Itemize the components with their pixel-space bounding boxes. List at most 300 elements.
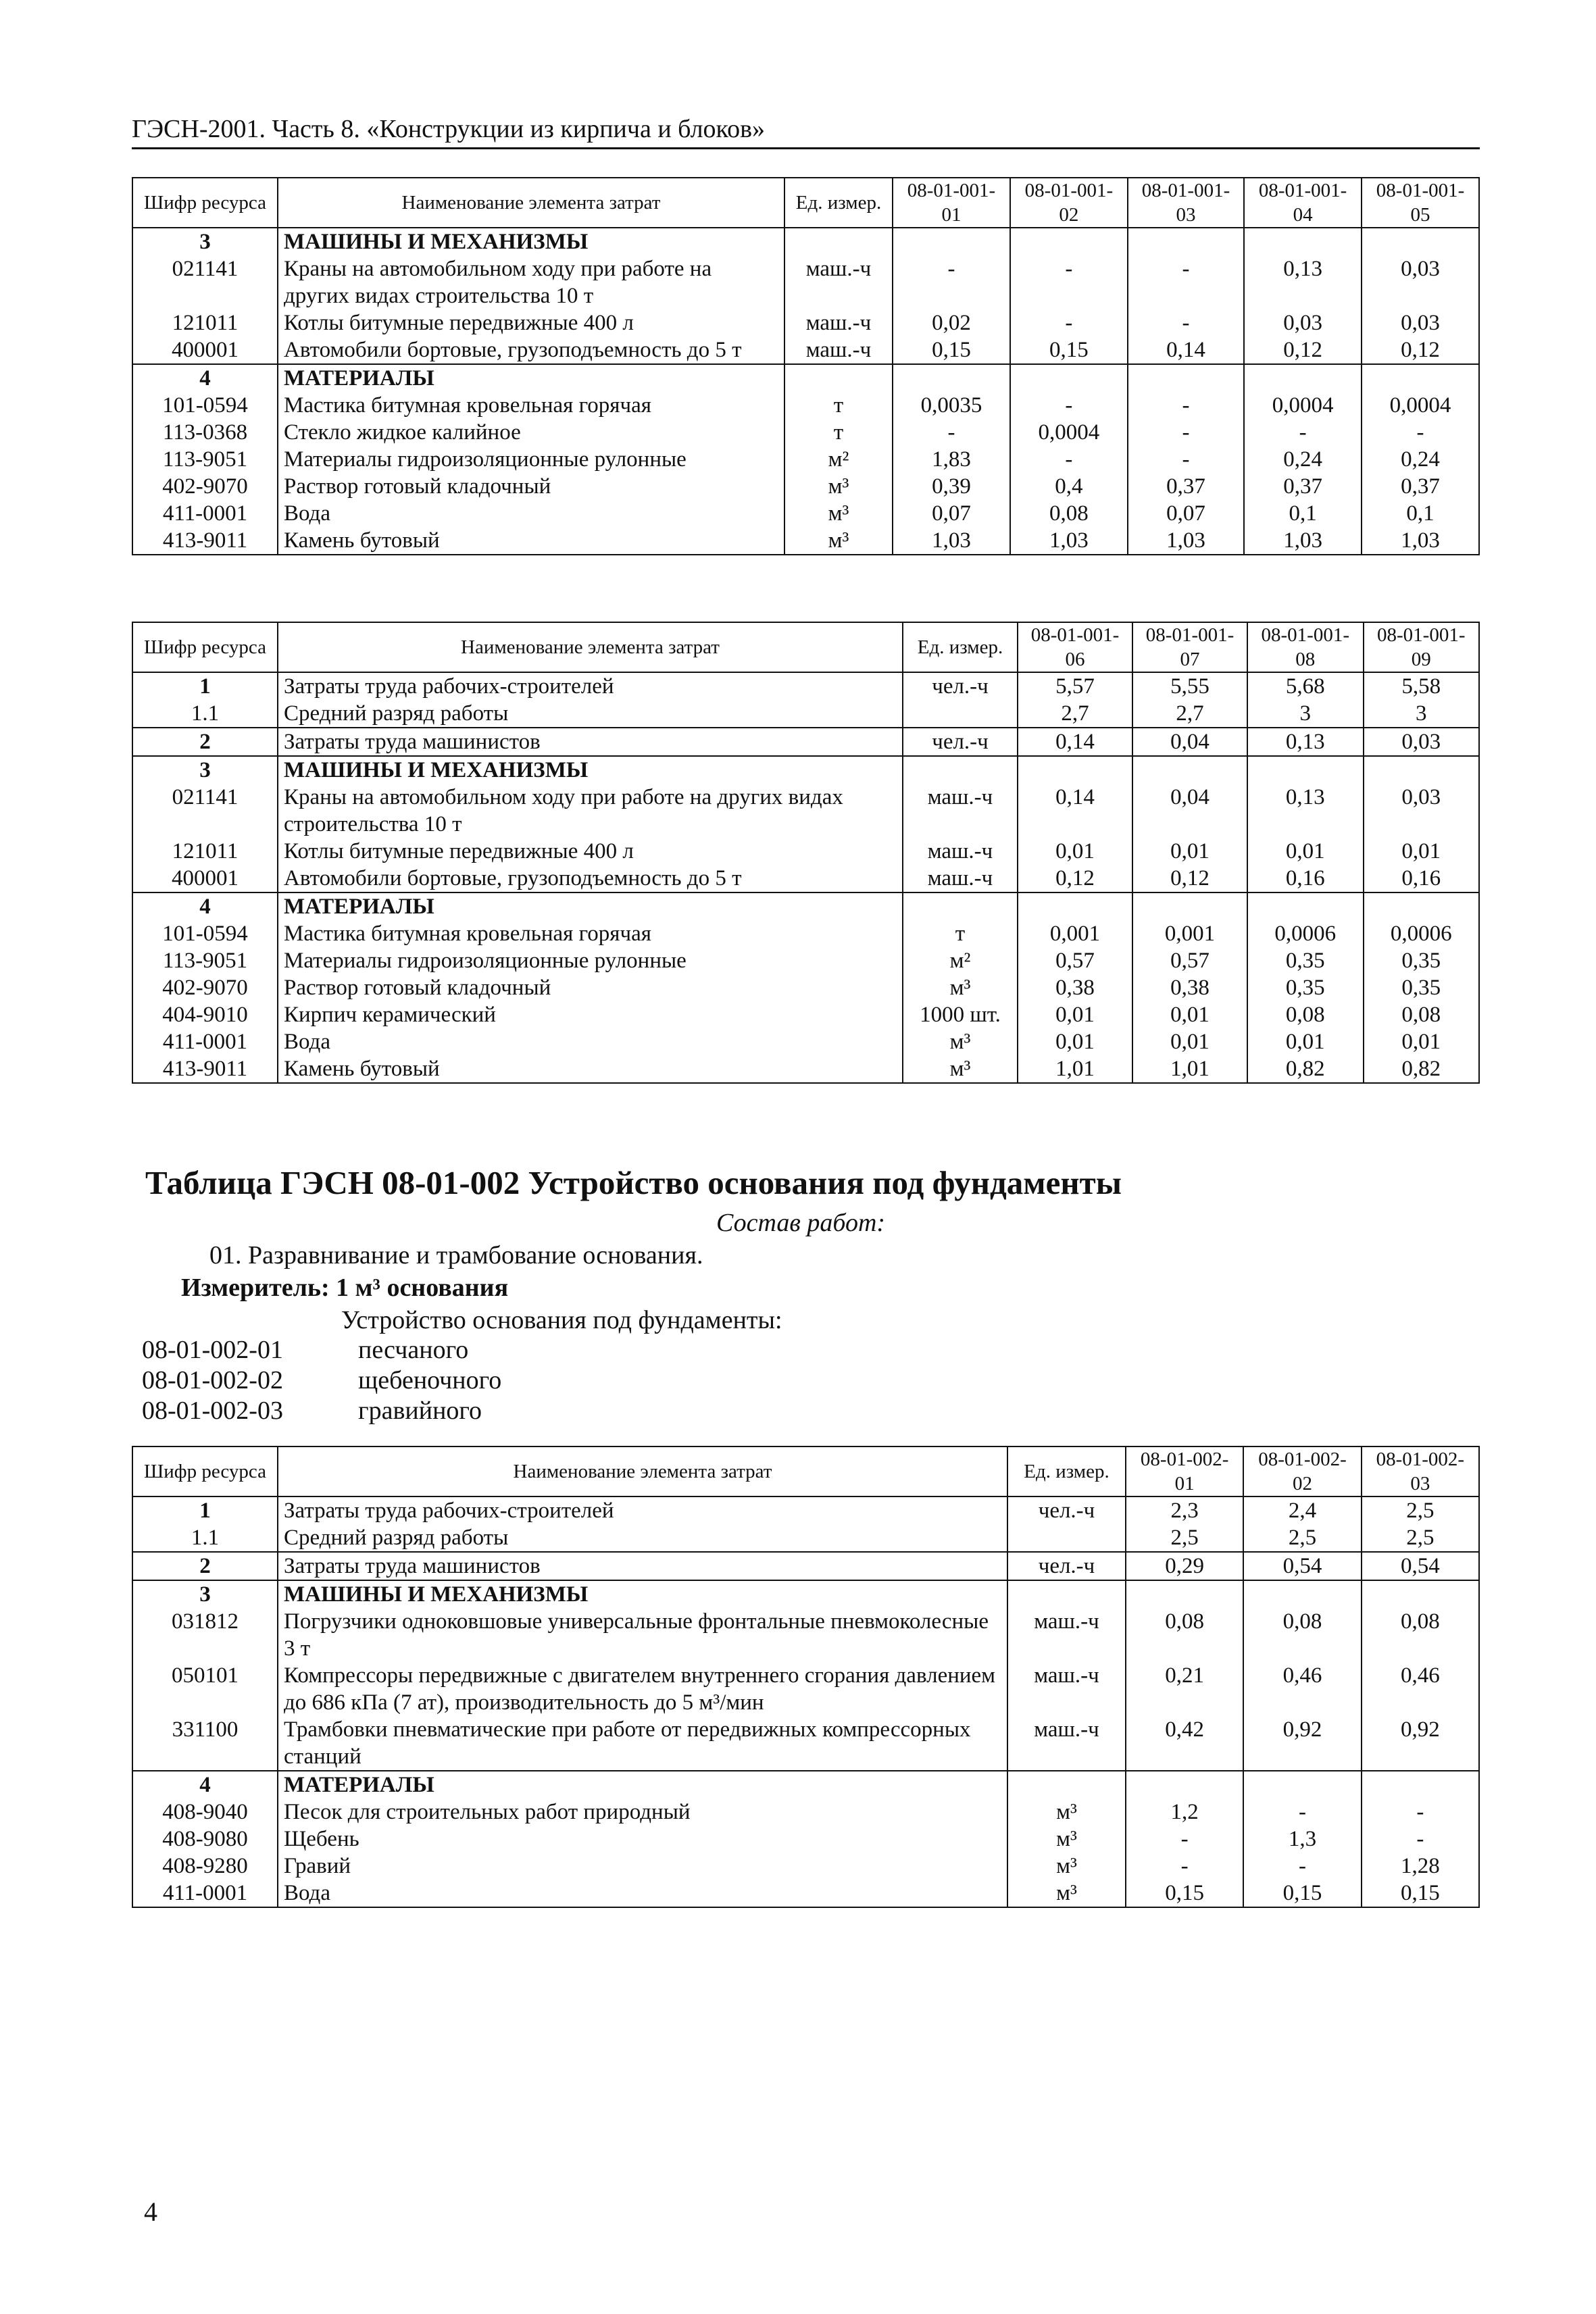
- norm-value: 0,01: [1018, 1028, 1132, 1055]
- norm-value: [1010, 364, 1128, 392]
- resource-name: Вода: [278, 1028, 903, 1055]
- table-row: [132, 1853, 1479, 1880]
- variant-code: 08-01-002-01: [142, 1336, 283, 1364]
- resource-unit: [1007, 1771, 1126, 1799]
- resource-name: Трамбовки пневматические при работе от передвижных компрессорных станций: [278, 1716, 1007, 1771]
- norm-value: 0,24: [1244, 446, 1362, 473]
- norm-value: 0,29: [1126, 1552, 1243, 1580]
- section-title: МАТЕРИАЛЫ: [278, 1771, 1007, 1799]
- norm-value: 0,13: [1244, 255, 1362, 309]
- header-unit: Ед. измер.: [903, 622, 1018, 672]
- norm-value: 0,12: [1362, 336, 1479, 364]
- resource-table-08-01-001-01-05: [132, 177, 1480, 555]
- norm-value: [1126, 1771, 1243, 1799]
- header-norm-code: 08-01-001-07: [1132, 622, 1247, 672]
- norm-value: [1244, 228, 1362, 255]
- resource-name: Автомобили бортовые, грузоподъемность до 5 т: [278, 865, 903, 892]
- resource-unit: м³: [1007, 1826, 1126, 1853]
- norm-value: -: [1243, 1853, 1361, 1880]
- resource-name: Кирпич керамический: [278, 1001, 903, 1028]
- resource-name: Автомобили бортовые, грузоподъемность до 5 т: [278, 336, 784, 364]
- resource-unit: маш.-ч: [784, 336, 893, 364]
- norm-value: 0,15: [1010, 336, 1128, 364]
- norm-value: [1247, 756, 1363, 784]
- variant-name: щебеночного: [358, 1366, 502, 1394]
- norm-value: -: [1010, 309, 1128, 336]
- resource-code: 4: [132, 892, 278, 920]
- header-norm-code: 08-01-001-04: [1244, 178, 1362, 228]
- norm-value: 0,35: [1364, 947, 1480, 974]
- norm-value: [1018, 892, 1132, 920]
- norm-value: 0,04: [1132, 784, 1247, 838]
- table-row: [132, 1608, 1479, 1662]
- norm-value: 0,1: [1244, 500, 1362, 527]
- table-row: [132, 527, 1479, 555]
- norm-value: 0,01: [1018, 838, 1132, 865]
- section-title: МАШИНЫ И МЕХАНИЗМЫ: [278, 228, 784, 255]
- page-number: 4: [144, 2196, 157, 2227]
- norm-value: 1,03: [1128, 527, 1244, 555]
- norm-value: [1364, 892, 1480, 920]
- norm-value: 0,14: [1018, 784, 1132, 838]
- norm-value: 0,02: [893, 309, 1010, 336]
- table-row: [132, 392, 1479, 419]
- variant-name: песчаного: [358, 1336, 469, 1364]
- norm-value: [1128, 228, 1244, 255]
- norm-value: 0,01: [1247, 838, 1363, 865]
- resource-code: 402-9070: [132, 974, 278, 1001]
- resource-unit: 1000 шт.: [903, 1001, 1018, 1028]
- norm-value: 0,12: [1244, 336, 1362, 364]
- table-row: [132, 500, 1479, 527]
- resource-code: 411-0001: [132, 500, 278, 527]
- header-norm-code: 08-01-001-09: [1364, 622, 1480, 672]
- norm-value: 0,39: [893, 473, 1010, 500]
- norm-value: 0,07: [1128, 500, 1244, 527]
- norm-value: 0,82: [1364, 1055, 1480, 1083]
- norm-value: 0,4: [1010, 473, 1128, 500]
- resource-unit: м³: [784, 500, 893, 527]
- norm-value: 0,03: [1362, 255, 1479, 309]
- norm-value: 0,03: [1364, 728, 1480, 756]
- resource-name: Котлы битумные передвижные 400 л: [278, 309, 784, 336]
- norm-value: 0,1: [1362, 500, 1479, 527]
- variant-name: гравийного: [358, 1397, 482, 1425]
- resource-code: 3: [132, 756, 278, 784]
- resource-unit: м³: [784, 473, 893, 500]
- norm-value: 0,14: [1018, 728, 1132, 756]
- norm-value: 1,01: [1132, 1055, 1247, 1083]
- table-row: [132, 1055, 1479, 1083]
- variants-title: Устройство основания под фундаменты:: [341, 1306, 782, 1334]
- table-row: [132, 1826, 1479, 1853]
- resource-unit: маш.-ч: [903, 784, 1018, 838]
- resource-unit: м³: [784, 527, 893, 555]
- table-row: [132, 1496, 1479, 1524]
- norm-value: 1,28: [1362, 1853, 1479, 1880]
- norm-value: 5,68: [1247, 672, 1363, 700]
- norm-value: 1,83: [893, 446, 1010, 473]
- norm-value: 0,24: [1362, 446, 1479, 473]
- table-row: [132, 838, 1479, 865]
- norm-value: 2,5: [1362, 1524, 1479, 1552]
- norm-value: 2,5: [1243, 1524, 1361, 1552]
- resource-name: Затраты труда машинистов: [278, 1552, 1007, 1580]
- norm-value: 2,7: [1018, 700, 1132, 728]
- section-row: [132, 756, 1479, 784]
- section-row: [132, 1771, 1479, 1799]
- norm-value: 0,0006: [1364, 920, 1480, 947]
- table-header-row: [132, 1447, 1479, 1496]
- resource-name: Материалы гидроизоляционные рулонные: [278, 947, 903, 974]
- norm-value: 0,03: [1362, 309, 1479, 336]
- norm-value: 2,5: [1126, 1524, 1243, 1552]
- resource-table-08-01-002: [132, 1446, 1480, 1908]
- section-title: МАТЕРИАЛЫ: [278, 364, 784, 392]
- norm-value: 3: [1247, 700, 1363, 728]
- norm-value: [893, 364, 1010, 392]
- norm-value: -: [893, 419, 1010, 446]
- section-row: [132, 228, 1479, 255]
- norm-value: -: [1010, 392, 1128, 419]
- norm-value: 0,001: [1132, 920, 1247, 947]
- resource-code: 408-9080: [132, 1826, 278, 1853]
- resource-table-08-01-001-06-09: [132, 622, 1480, 1084]
- norm-value: 0,08: [1010, 500, 1128, 527]
- norm-value: -: [1244, 419, 1362, 446]
- norm-value: 0,92: [1362, 1716, 1479, 1771]
- norm-value: 0,08: [1126, 1608, 1243, 1662]
- variant-code: 08-01-002-03: [142, 1397, 283, 1425]
- table-row: [132, 672, 1479, 700]
- resource-name: Средний разряд работы: [278, 1524, 1007, 1552]
- norm-value: 0,38: [1018, 974, 1132, 1001]
- norm-value: 0,12: [1132, 865, 1247, 892]
- resource-name: Средний разряд работы: [278, 700, 903, 728]
- header-norm-code: 08-01-001-05: [1362, 178, 1479, 228]
- norm-value: 5,57: [1018, 672, 1132, 700]
- norm-value: [1362, 228, 1479, 255]
- norm-value: 0,13: [1247, 784, 1363, 838]
- norm-value: -: [1128, 255, 1244, 309]
- norm-value: 0,46: [1362, 1662, 1479, 1716]
- resource-unit: [903, 756, 1018, 784]
- norm-value: [1362, 364, 1479, 392]
- resource-name: Гравий: [278, 1853, 1007, 1880]
- resource-code: 400001: [132, 865, 278, 892]
- norm-value: [1362, 1580, 1479, 1608]
- norm-value: 0,08: [1243, 1608, 1361, 1662]
- norm-value: 0,35: [1364, 974, 1480, 1001]
- resource-name: Песок для строительных работ природный: [278, 1799, 1007, 1826]
- table-caption: Таблица ГЭСН 08-01-002 Устройство основания под фундаменты: [145, 1164, 1122, 1201]
- norm-value: 0,08: [1364, 1001, 1480, 1028]
- norm-value: 2,4: [1243, 1496, 1361, 1524]
- resource-unit: маш.-ч: [1007, 1662, 1126, 1716]
- table-row: [132, 784, 1479, 838]
- norm-value: 2,5: [1362, 1496, 1479, 1524]
- work-composition-label: Состав работ:: [716, 1209, 886, 1237]
- resource-unit: т: [784, 419, 893, 446]
- norm-value: 0,42: [1126, 1716, 1243, 1771]
- header-norm-code: 08-01-001-01: [893, 178, 1010, 228]
- norm-value: 5,55: [1132, 672, 1247, 700]
- resource-code: 3: [132, 228, 278, 255]
- norm-value: 5,58: [1364, 672, 1480, 700]
- norm-value: 0,01: [1018, 1001, 1132, 1028]
- resource-unit: м³: [903, 1055, 1018, 1083]
- resource-name: Раствор готовый кладочный: [278, 974, 903, 1001]
- norm-value: [1243, 1580, 1361, 1608]
- norm-value: 3: [1364, 700, 1480, 728]
- norm-value: 0,13: [1247, 728, 1363, 756]
- resource-unit: маш.-ч: [1007, 1716, 1126, 1771]
- header-norm-code: 08-01-001-06: [1018, 622, 1132, 672]
- resource-name: Вода: [278, 1880, 1007, 1907]
- resource-unit: м³: [903, 974, 1018, 1001]
- norm-value: [1010, 228, 1128, 255]
- resource-code: 1: [132, 672, 278, 700]
- section-row: [132, 892, 1479, 920]
- norm-value: 1,03: [1362, 527, 1479, 555]
- table-row: [132, 728, 1479, 756]
- norm-value: 1,2: [1126, 1799, 1243, 1826]
- norm-value: 0,04: [1132, 728, 1247, 756]
- resource-unit: м³: [1007, 1853, 1126, 1880]
- section-row: [132, 364, 1479, 392]
- variants-list: [142, 1335, 501, 1426]
- resource-code: 2: [132, 1552, 278, 1580]
- resource-unit: м²: [903, 947, 1018, 974]
- norm-value: -: [1126, 1826, 1243, 1853]
- table-row: [132, 1001, 1479, 1028]
- resource-code: 021141: [132, 255, 278, 309]
- resource-unit: маш.-ч: [784, 309, 893, 336]
- norm-value: [1132, 892, 1247, 920]
- resource-name: Затраты труда машинистов: [278, 728, 903, 756]
- norm-value: 1,03: [893, 527, 1010, 555]
- norm-value: 0,16: [1247, 865, 1363, 892]
- header-norm-code: 08-01-001-03: [1128, 178, 1244, 228]
- resource-code: 1: [132, 1496, 278, 1524]
- norm-value: 0,08: [1247, 1001, 1363, 1028]
- norm-value: -: [1128, 419, 1244, 446]
- resource-code: 408-9280: [132, 1853, 278, 1880]
- header-name: Наименование элемента затрат: [278, 1447, 1007, 1496]
- norm-value: 0,37: [1128, 473, 1244, 500]
- resource-name: Раствор готовый кладочный: [278, 473, 784, 500]
- resource-unit: м²: [784, 446, 893, 473]
- norm-value: 0,82: [1247, 1055, 1363, 1083]
- table-row: [132, 865, 1479, 892]
- resource-unit: чел.-ч: [1007, 1496, 1126, 1524]
- page-header: ГЭСН-2001. Часть 8. «Конструкции из кирпича и блоков»: [132, 114, 1480, 149]
- table-row: [132, 446, 1479, 473]
- table-row: [132, 1552, 1479, 1580]
- norm-value: 0,12: [1018, 865, 1132, 892]
- header-code: Шифр ресурса: [132, 622, 278, 672]
- header-code: Шифр ресурса: [132, 1447, 278, 1496]
- norm-value: 0,37: [1362, 473, 1479, 500]
- norm-value: 0,15: [893, 336, 1010, 364]
- resource-name: Стекло жидкое калийное: [278, 419, 784, 446]
- norm-value: [1128, 364, 1244, 392]
- norm-value: 0,15: [1243, 1880, 1361, 1907]
- norm-value: -: [1128, 309, 1244, 336]
- norm-value: 0,38: [1132, 974, 1247, 1001]
- norm-value: -: [1362, 419, 1479, 446]
- table-row: [132, 309, 1479, 336]
- resource-code: 021141: [132, 784, 278, 838]
- norm-value: [1244, 364, 1362, 392]
- norm-value: 1,03: [1244, 527, 1362, 555]
- header-name: Наименование элемента затрат: [278, 622, 903, 672]
- norm-value: 0,15: [1362, 1880, 1479, 1907]
- section-title: МАШИНЫ И МЕХАНИЗМЫ: [278, 756, 903, 784]
- resource-unit: маш.-ч: [784, 255, 893, 309]
- norm-value: 0,35: [1247, 974, 1363, 1001]
- variant-row: [142, 1335, 501, 1365]
- resource-unit: м³: [1007, 1799, 1126, 1826]
- table-row: [132, 700, 1479, 728]
- resource-code: 400001: [132, 336, 278, 364]
- resource-code: 101-0594: [132, 392, 278, 419]
- resource-code: 113-9051: [132, 446, 278, 473]
- resource-name: Затраты труда рабочих-строителей: [278, 672, 903, 700]
- norm-value: -: [1362, 1826, 1479, 1853]
- resource-name: Камень бутовый: [278, 1055, 903, 1083]
- norm-value: 2,3: [1126, 1496, 1243, 1524]
- norm-value: 0,03: [1364, 784, 1480, 838]
- header-unit: Ед. измер.: [784, 178, 893, 228]
- norm-value: 0,14: [1128, 336, 1244, 364]
- resource-code: 413-9011: [132, 527, 278, 555]
- norm-value: 0,0004: [1244, 392, 1362, 419]
- norm-value: 0,21: [1126, 1662, 1243, 1716]
- table-row: [132, 974, 1479, 1001]
- resource-unit: чел.-ч: [1007, 1552, 1126, 1580]
- resource-name: Краны на автомобильном ходу при работе на других видах строительства 10 т: [278, 784, 903, 838]
- resource-unit: [903, 892, 1018, 920]
- header-unit: Ед. измер.: [1007, 1447, 1126, 1496]
- table-row: [132, 1880, 1479, 1907]
- norm-value: 0,15: [1126, 1880, 1243, 1907]
- norm-value: -: [1128, 446, 1244, 473]
- resource-code: 3: [132, 1580, 278, 1608]
- norm-value: 0,0006: [1247, 920, 1363, 947]
- norm-value: [1364, 756, 1480, 784]
- resource-name: Краны на автомобильном ходу при работе на других видах строительства 10 т: [278, 255, 784, 309]
- resource-code: 113-0368: [132, 419, 278, 446]
- norm-value: -: [1010, 255, 1128, 309]
- resource-unit: [784, 228, 893, 255]
- resource-unit: маш.-ч: [903, 865, 1018, 892]
- norm-value: 0,01: [1247, 1028, 1363, 1055]
- resource-code: 413-9011: [132, 1055, 278, 1083]
- resource-name: Камень бутовый: [278, 527, 784, 555]
- resource-code: 4: [132, 1771, 278, 1799]
- resource-code: 050101: [132, 1662, 278, 1716]
- norm-value: 0,03: [1244, 309, 1362, 336]
- table-row: [132, 1524, 1479, 1552]
- norm-value: [1247, 892, 1363, 920]
- norm-value: 0,46: [1243, 1662, 1361, 1716]
- resource-unit: т: [903, 920, 1018, 947]
- norm-value: [1126, 1580, 1243, 1608]
- norm-value: 0,0004: [1362, 392, 1479, 419]
- resource-code: 411-0001: [132, 1028, 278, 1055]
- norm-value: [1362, 1771, 1479, 1799]
- resource-name: Мастика битумная кровельная горячая: [278, 920, 903, 947]
- resource-unit: маш.-ч: [1007, 1608, 1126, 1662]
- resource-code: 411-0001: [132, 1880, 278, 1907]
- norm-value: 0,16: [1364, 865, 1480, 892]
- resource-unit: м³: [903, 1028, 1018, 1055]
- resource-code: 113-9051: [132, 947, 278, 974]
- resource-code: 031812: [132, 1608, 278, 1662]
- section-title: МАТЕРИАЛЫ: [278, 892, 903, 920]
- resource-name: Котлы битумные передвижные 400 л: [278, 838, 903, 865]
- resource-code: 1.1: [132, 700, 278, 728]
- section-title: МАШИНЫ И МЕХАНИЗМЫ: [278, 1580, 1007, 1608]
- section-row: [132, 1580, 1479, 1608]
- table-header-row: [132, 178, 1479, 228]
- table-row: [132, 1716, 1479, 1771]
- norm-value: 0,08: [1362, 1608, 1479, 1662]
- resource-code: 402-9070: [132, 473, 278, 500]
- resource-unit: маш.-ч: [903, 838, 1018, 865]
- header-name: Наименование элемента затрат: [278, 178, 784, 228]
- norm-value: 0,07: [893, 500, 1010, 527]
- variant-code: 08-01-002-02: [142, 1366, 283, 1394]
- table-row: [132, 336, 1479, 364]
- norm-value: [1018, 756, 1132, 784]
- norm-value: 0,001: [1018, 920, 1132, 947]
- resource-code: 2: [132, 728, 278, 756]
- resource-name: Вода: [278, 500, 784, 527]
- header-norm-code: 08-01-002-03: [1362, 1447, 1479, 1496]
- table-row: [132, 419, 1479, 446]
- resource-unit: [1007, 1580, 1126, 1608]
- norm-value: -: [893, 255, 1010, 309]
- norm-value: -: [1010, 446, 1128, 473]
- table-row: [132, 920, 1479, 947]
- resource-code: 101-0594: [132, 920, 278, 947]
- norm-value: 0,54: [1243, 1552, 1361, 1580]
- norm-value: 0,57: [1018, 947, 1132, 974]
- header-norm-code: 08-01-001-02: [1010, 178, 1128, 228]
- table-row: [132, 1662, 1479, 1716]
- table-row: [132, 255, 1479, 309]
- norm-value: 0,0004: [1010, 419, 1128, 446]
- norm-value: [1243, 1771, 1361, 1799]
- resource-name: Мастика битумная кровельная горячая: [278, 392, 784, 419]
- norm-value: 1,01: [1018, 1055, 1132, 1083]
- table-header-row: [132, 622, 1479, 672]
- header-code: Шифр ресурса: [132, 178, 278, 228]
- norm-value: 0,35: [1247, 947, 1363, 974]
- resource-code: 404-9010: [132, 1001, 278, 1028]
- table-row: [132, 1028, 1479, 1055]
- measure-unit: Измеритель: 1 м³ основания: [181, 1274, 509, 1302]
- norm-value: 1,03: [1010, 527, 1128, 555]
- norm-value: 0,0035: [893, 392, 1010, 419]
- norm-value: 0,01: [1132, 838, 1247, 865]
- resource-name: Материалы гидроизоляционные рулонные: [278, 446, 784, 473]
- norm-value: 0,54: [1362, 1552, 1479, 1580]
- norm-value: 0,57: [1132, 947, 1247, 974]
- resource-name: Погрузчики одноковшовые универсальные фронтальные пневмоколесные 3 т: [278, 1608, 1007, 1662]
